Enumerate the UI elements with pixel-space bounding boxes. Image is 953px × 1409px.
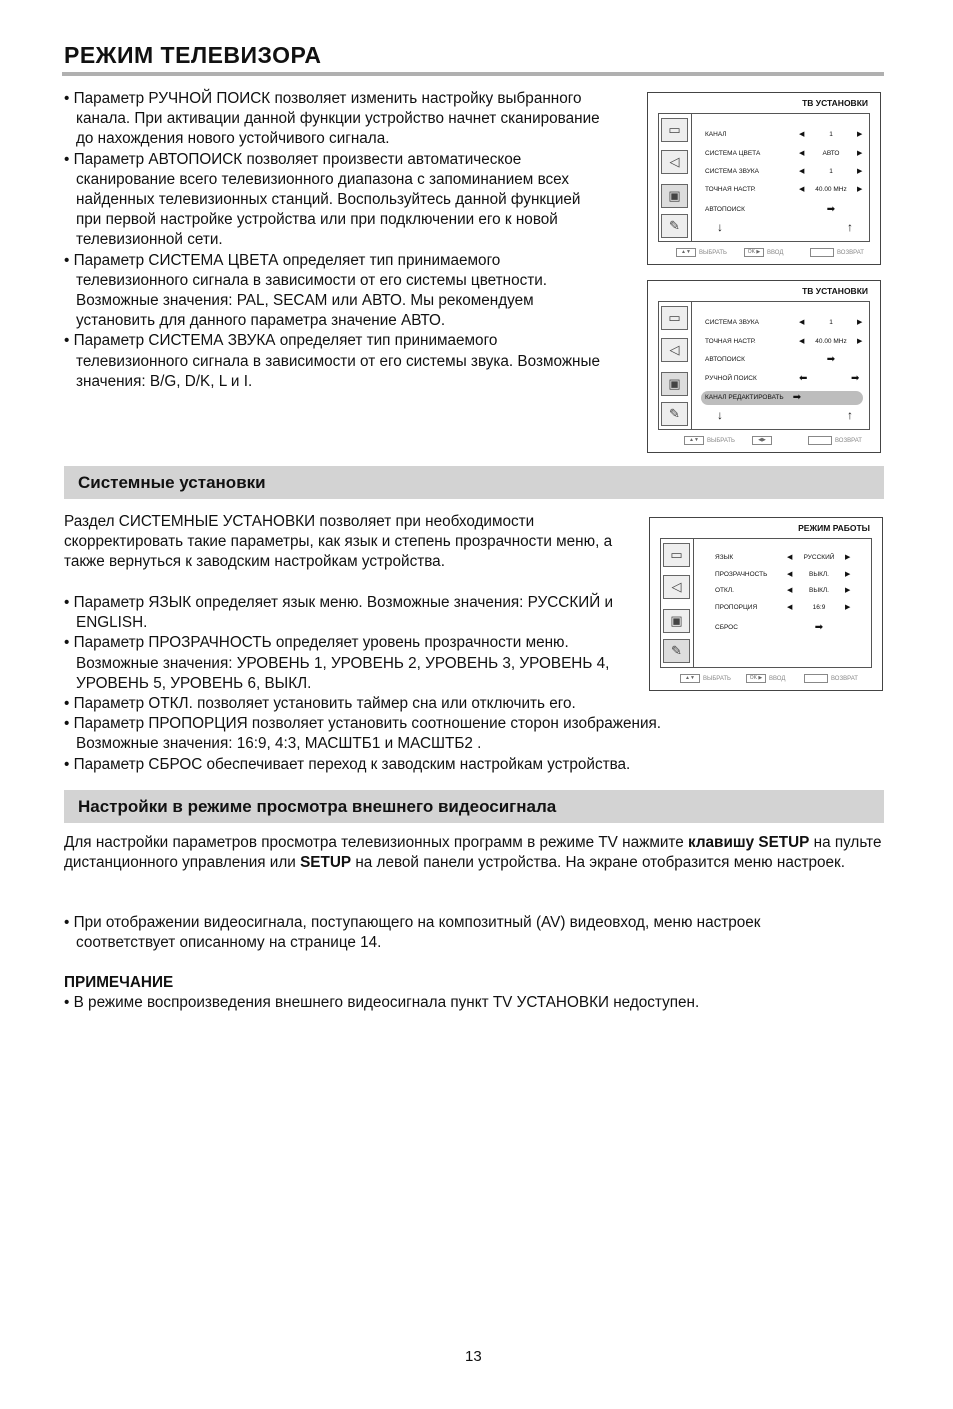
bullet-auto-search: • Параметр АВТОПОИСК позволяет произвести автоматическое сканирование всего телевизионного диапазона с запоминанием всех найденных телевизионных станций. Воспользуйтесь данной функцией при первой настройке устройства или при подключении его к новой телевизионной сети.	[64, 150, 604, 251]
note-heading: ПРИМЕЧАНИЕ	[64, 974, 174, 991]
osd-row: СИСТЕМА ЗВУКА ◀ 1 ▶	[705, 168, 863, 175]
arrow-left-icon: ⬅	[799, 373, 808, 384]
section2-intro: Раздел СИСТЕМНЫЕ УСТАНОВКИ позволяет при необходимости скорректировать такие параметры, как язык и степень прозрачности меню, а также вернуться к заводским настройкам устройства.	[64, 513, 613, 571]
osd-row-highlighted: КАНАЛ РЕДАКТИРОВАТЬ ➡	[701, 391, 863, 405]
section3-bullets	[64, 913, 854, 953]
tv-settings-icon: ▣	[661, 372, 688, 396]
tv-screen-icon: ▭	[661, 306, 688, 330]
osd-row: АВТОПОИСК ➡	[705, 354, 836, 365]
tv-settings-icon: ▣	[663, 609, 690, 633]
bullet-reset: • Параметр СБРОС обеспечивает переход к заводским настройкам устройства.	[64, 755, 754, 775]
page-title: РЕЖИМ ТЕЛЕВИЗОРА	[64, 42, 322, 68]
speaker-icon: ◁	[663, 575, 690, 599]
page-number: 13	[465, 1348, 482, 1365]
bullet-transparency: • Параметр ПРОЗРАЧНОСТЬ определяет уровень прозрачности меню. Возможные значения: УРОВЕНЬ 1, УРОВЕНЬ 2, УРОВЕНЬ 3, УРОВЕНЬ 4, УРОВЕНЬ 5, УРОВЕНЬ 6, ВЫКЛ.	[64, 633, 636, 694]
arrow-down-icon: ↓	[717, 220, 723, 234]
tv-screen-icon: ▭	[663, 543, 690, 567]
osd-row: ЯЗЫК ◀ РУССКИЙ ▶	[715, 554, 851, 561]
bullet-aspect: • Параметр ПРОПОРЦИЯ позволяет установить соотношение сторон изображения. Возможные значения: 16:9, 4:3, МАСШТБ1 и МАСШТБ2 .	[64, 714, 746, 754]
osd-row: СИСТЕМА ЦВЕТА ◀ АВТО ▶	[705, 150, 863, 157]
bullet-color-system: • Параметр СИСТЕМА ЦВЕТА определяет тип принимаемого телевизионного сигнала в зависимости от его системы цветности. Возможные значения: PAL, SECAM или АВТО. Мы рекомендуем установить для данного параметра значение АВТО.	[64, 251, 604, 332]
bullet-sound-system: • Параметр СИСТЕМА ЗВУКА определяет тип принимаемого телевизионного сигнала в зависимости от его системы звука. Возможные значения: B/G, D/K, L и I.	[64, 331, 604, 392]
section-heading-external-video: Настройки в режиме просмотра внешнего видеосигнала	[64, 790, 884, 823]
bullet-av-input: • При отображении видеосигнала, поступающего на композитный (AV) видеовход, меню настроек соответствует описанному на странице 14.	[64, 913, 854, 953]
osd-row: ПРОЗРАЧНОСТЬ ◀ ВЫКЛ. ▶	[715, 571, 851, 578]
speaker-icon: ◁	[661, 338, 688, 362]
osd-row: ТОЧНАЯ НАСТР. ◀ 40.00 MHz ▶	[705, 186, 863, 193]
osd-row: ОТКЛ. ◀ ВЫКЛ. ▶	[715, 587, 851, 594]
tv-screen-icon: ▭	[661, 118, 688, 142]
osd-row: РУЧНОЙ ПОИСК ⬅ ➡	[705, 373, 860, 384]
wrench-icon: ✎	[661, 214, 688, 238]
section-heading-system: Системные установки	[64, 466, 884, 499]
note-text	[64, 993, 882, 1013]
speaker-icon: ◁	[661, 150, 688, 174]
osd-row: ПРОПОРЦИЯ ◀ 16:9 ▶	[715, 604, 851, 611]
section3-intro: Для настройки параметров просмотра телевизионных программ в режиме TV нажмите клавишу SETUP на пульте дистанционного управления или SETUP на левой панели устройства. На экране отобразится меню настроек.	[64, 834, 882, 872]
osd-header: РЕЖИМ РАБОТЫ	[798, 523, 870, 533]
tv-settings-icon: ▣	[661, 184, 688, 208]
bullet-manual-search: • Параметр РУЧНОЙ ПОИСК позволяет изменить настройку выбранного канала. При активации данной функции устройство начнет сканирование до нахождения нового устойчивого сигнала.	[64, 89, 604, 150]
osd-tv-settings-2: ТВ УСТАНОВКИ ▭ ◁ ▣ ✎ СИСТЕМА ЗВУКА ◀ 1 ▶ ТОЧНАЯ НАСТР. ◀ 40.00 MHz ▶ АВТОПОИСК ➡ РУЧНОЙ ПОИСК ⬅ ➡ КАНАЛ РЕДАКТИРОВАТЬ ➡ ↓ ↑ ▲▼ ВЫБРАТЬ ◀▶ ВОЗВРАТ	[647, 280, 881, 453]
note-bullet: • В режиме воспроизведения внешнего видеосигнала пункт TV УСТАНОВКИ недоступен.	[64, 993, 882, 1013]
wrench-icon: ✎	[663, 639, 690, 663]
osd-header: ТВ УСТАНОВКИ	[802, 286, 868, 296]
osd-row: СБРОС ➡	[715, 622, 824, 633]
osd-tv-settings-1: ТВ УСТАНОВКИ ▭ ◁ ▣ ✎ КАНАЛ ◀ 1 ▶ СИСТЕМА ЦВЕТА ◀ АВТО ▶ СИСТЕМА ЗВУКА ◀ 1 ▶ ТОЧНАЯ НАСТР. ◀ 40.00 MHz ▶ АВТОПОИСК ➡ ↓ ↑ ▲▼ ВЫБРАТЬ OK ▶ ВВОД ВОЗВРАТ	[647, 92, 881, 265]
arrow-up-icon: ↑	[847, 220, 853, 234]
bullet-sleep: • Параметр ОТКЛ. позволяет установить таймер сна или отключить его.	[64, 694, 754, 714]
arrow-down-icon: ↓	[717, 408, 723, 422]
osd-row: КАНАЛ ◀ 1 ▶	[705, 131, 863, 138]
title-rule	[62, 72, 884, 76]
wrench-icon: ✎	[661, 402, 688, 426]
osd-row: СИСТЕМА ЗВУКА ◀ 1 ▶	[705, 319, 863, 326]
section1-text	[64, 89, 604, 392]
osd-row: АВТОПОИСК ➡	[705, 204, 836, 215]
arrow-right-icon: ➡	[851, 373, 860, 384]
arrow-up-icon: ↑	[847, 408, 853, 422]
osd-work-mode: РЕЖИМ РАБОТЫ ▭ ◁ ▣ ✎ ЯЗЫК ◀ РУССКИЙ ▶ ПРОЗРАЧНОСТЬ ◀ ВЫКЛ. ▶ ОТКЛ. ◀ ВЫКЛ. ▶ ПРОПОРЦИЯ ◀ 16:9 ▶ СБРОС ➡ ▲▼ ВЫБРАТЬ OK ▶ ВВОД ВОЗВРАТ	[649, 517, 883, 691]
osd-header: ТВ УСТАНОВКИ	[802, 98, 868, 108]
bullet-language: • Параметр ЯЗЫК определяет язык меню. Возможные значения: РУССКИЙ и ENGLISH.	[64, 593, 616, 633]
osd-row: ТОЧНАЯ НАСТР. ◀ 40.00 MHz ▶	[705, 338, 863, 345]
